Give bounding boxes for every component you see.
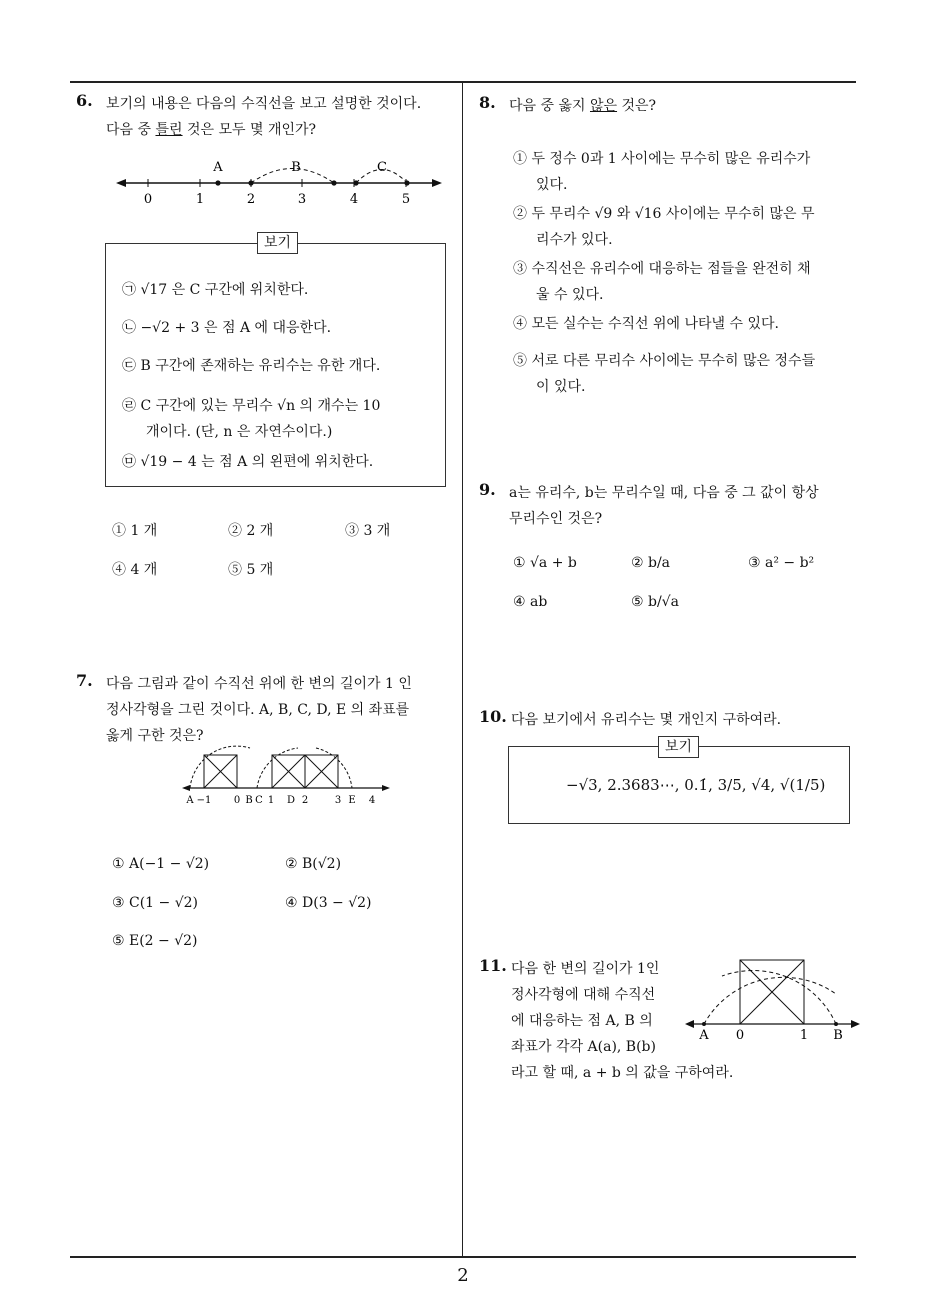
q7-choice-2[interactable]: ② B(√2): [285, 856, 342, 872]
q11-prompt-line4: 좌표가 각각 A(a), B(b): [511, 1039, 656, 1055]
q11-number: 11.: [479, 956, 507, 975]
q6-tick-0: 0: [143, 192, 153, 207]
q7-prompt-line2: 정사각형을 그린 것이다. A, B, C, D, E 의 좌표를: [106, 702, 410, 718]
q6-item-5: ㉤ √19 − 4 는 점 A 의 왼편에 위치한다.: [122, 454, 374, 470]
q10-number: 10.: [479, 707, 507, 726]
q6-item-1: ㉠ √17 은 C 구간에 위치한다.: [122, 282, 309, 298]
q11-prompt-line5: 라고 할 때, a + b 의 값을 구하여라.: [511, 1065, 734, 1081]
q8-choice-1[interactable]: ① 두 정수 0과 1 사이에는 무수히 많은 유리수가: [513, 151, 811, 167]
top-rule: [70, 81, 856, 83]
q6-point-label-b: B: [291, 160, 301, 175]
q10-bogi-content: −√3, 2.3683⋯, 0.1̇, 3/5, √4, √(1/5): [566, 776, 826, 794]
q8-choice-5-cont: 이 있다.: [536, 379, 586, 395]
q6-tick-4: 4: [349, 192, 359, 207]
q8-choice-4[interactable]: ④ 모든 실수는 수직선 위에 나타낼 수 있다.: [513, 316, 779, 332]
q6-choice-5[interactable]: ⑤ 5 개: [228, 562, 274, 578]
q6-item-4-line2: 개이다. (단, n 은 자연수이다.): [146, 424, 333, 440]
q9-choice-4[interactable]: ④ ab: [513, 594, 548, 610]
q7-number: 7.: [76, 671, 93, 690]
q7-label-a: A: [186, 795, 194, 806]
q9-choice-1[interactable]: ① √a + b: [513, 555, 577, 571]
q11-label-a: A: [699, 1028, 709, 1043]
q8-choice-3[interactable]: ③ 수직선은 유리수에 대응하는 점들을 완전히 채: [513, 261, 811, 277]
q9-choice-2[interactable]: ② b/a: [631, 555, 671, 571]
q6-number: 6.: [76, 91, 93, 110]
q10-bogi-title: 보기: [658, 736, 699, 758]
q7-label-1: 1: [267, 795, 275, 806]
q7-prompt-line1: 다음 그림과 같이 수직선 위에 한 변의 길이가 1 인: [106, 676, 412, 692]
q11-label-b: B: [833, 1028, 843, 1043]
q6-choice-1[interactable]: ① 1 개: [112, 523, 158, 539]
q8-choice-2[interactable]: ② 두 무리수 √9 와 √16 사이에는 무수히 많은 무: [513, 206, 815, 222]
q6-item-4: ㉣ C 구간에 있는 무리수 √n 의 개수는 10: [122, 398, 381, 414]
page-number: 2: [457, 1265, 469, 1286]
q6-number-line-figure: [112, 150, 452, 212]
q6-item-2: ㉡ −√2 + 3 은 점 A 에 대응한다.: [122, 320, 332, 336]
q6-prompt-line1: 보기의 내용은 다음의 수직선을 보고 설명한 것이다.: [106, 96, 422, 112]
q11-prompt-line3: 에 대응하는 점 A, B 의: [511, 1013, 653, 1029]
q8-number: 8.: [479, 93, 496, 112]
q8-choice-3-cont: 울 수 있다.: [536, 287, 604, 303]
q6-choice-2[interactable]: ② 2 개: [228, 523, 274, 539]
q7-label-3: 3: [334, 795, 342, 806]
q11-prompt-line2: 정사각형에 대해 수직선: [511, 987, 656, 1003]
q6-point-label-c: C: [377, 160, 387, 175]
q7-label-b: B: [245, 795, 253, 806]
q9-prompt-line1: a는 유리수, b는 무리수일 때, 다음 중 그 값이 항상: [509, 485, 819, 501]
q8-choice-1-cont: 있다.: [536, 177, 568, 193]
q8-prompt: 다음 중 옳지 않은 것은?: [509, 98, 657, 114]
q11-label-0: 0: [735, 1028, 745, 1043]
q7-label-4: 4: [368, 795, 376, 806]
q6-point-label-a: A: [213, 160, 223, 175]
q6-prompt-line2: 다음 중 틀린 것은 모두 몇 개인가?: [106, 122, 317, 138]
q7-choice-3[interactable]: ③ C(1 − √2): [112, 895, 199, 911]
q6-choice-3[interactable]: ③ 3 개: [345, 523, 391, 539]
q7-label-2: 2: [301, 795, 309, 806]
q7-choice-4[interactable]: ④ D(3 − √2): [285, 895, 372, 911]
q7-label-0: 0: [233, 795, 241, 806]
q11-label-1: 1: [799, 1028, 809, 1043]
q6-item-3: ㉢ B 구간에 존재하는 유리수는 유한 개다.: [122, 358, 381, 374]
q6-tick-3: 3: [297, 192, 307, 207]
q11-square-figure: [682, 950, 866, 1046]
q11-prompt-line1: 다음 한 변의 길이가 1인: [511, 961, 660, 977]
q8-choice-5[interactable]: ⑤ 서로 다른 무리수 사이에는 무수히 많은 정수들: [513, 353, 816, 369]
q7-squares-figure: [180, 745, 400, 807]
q6-tick-2: 2: [246, 192, 256, 207]
q10-prompt: 다음 보기에서 유리수는 몇 개인지 구하여라.: [511, 712, 782, 728]
q6-tick-1: 1: [195, 192, 205, 207]
q6-bogi-title: 보기: [257, 232, 298, 254]
q6-tick-5: 5: [401, 192, 411, 207]
q7-choice-1[interactable]: ① A(−1 − √2): [112, 856, 210, 872]
q7-label-c: C: [255, 795, 263, 806]
bottom-rule: [70, 1256, 856, 1258]
q7-label-d: D: [286, 795, 296, 806]
q7-prompt-line3: 옳게 구한 것은?: [106, 728, 204, 744]
q7-label-e: E: [348, 795, 356, 806]
q6-choice-4[interactable]: ④ 4 개: [112, 562, 158, 578]
q9-prompt-line2: 무리수인 것은?: [509, 511, 603, 527]
q7-choice-5[interactable]: ⑤ E(2 − √2): [112, 933, 198, 949]
column-divider: [462, 81, 463, 1257]
q7-label-neg1: −1: [196, 795, 212, 806]
q9-choice-5[interactable]: ⑤ b/√a: [631, 594, 679, 610]
q8-choice-2-cont: 리수가 있다.: [536, 232, 613, 248]
q9-choice-3[interactable]: ③ a² − b²: [748, 555, 815, 571]
q9-number: 9.: [479, 480, 496, 499]
